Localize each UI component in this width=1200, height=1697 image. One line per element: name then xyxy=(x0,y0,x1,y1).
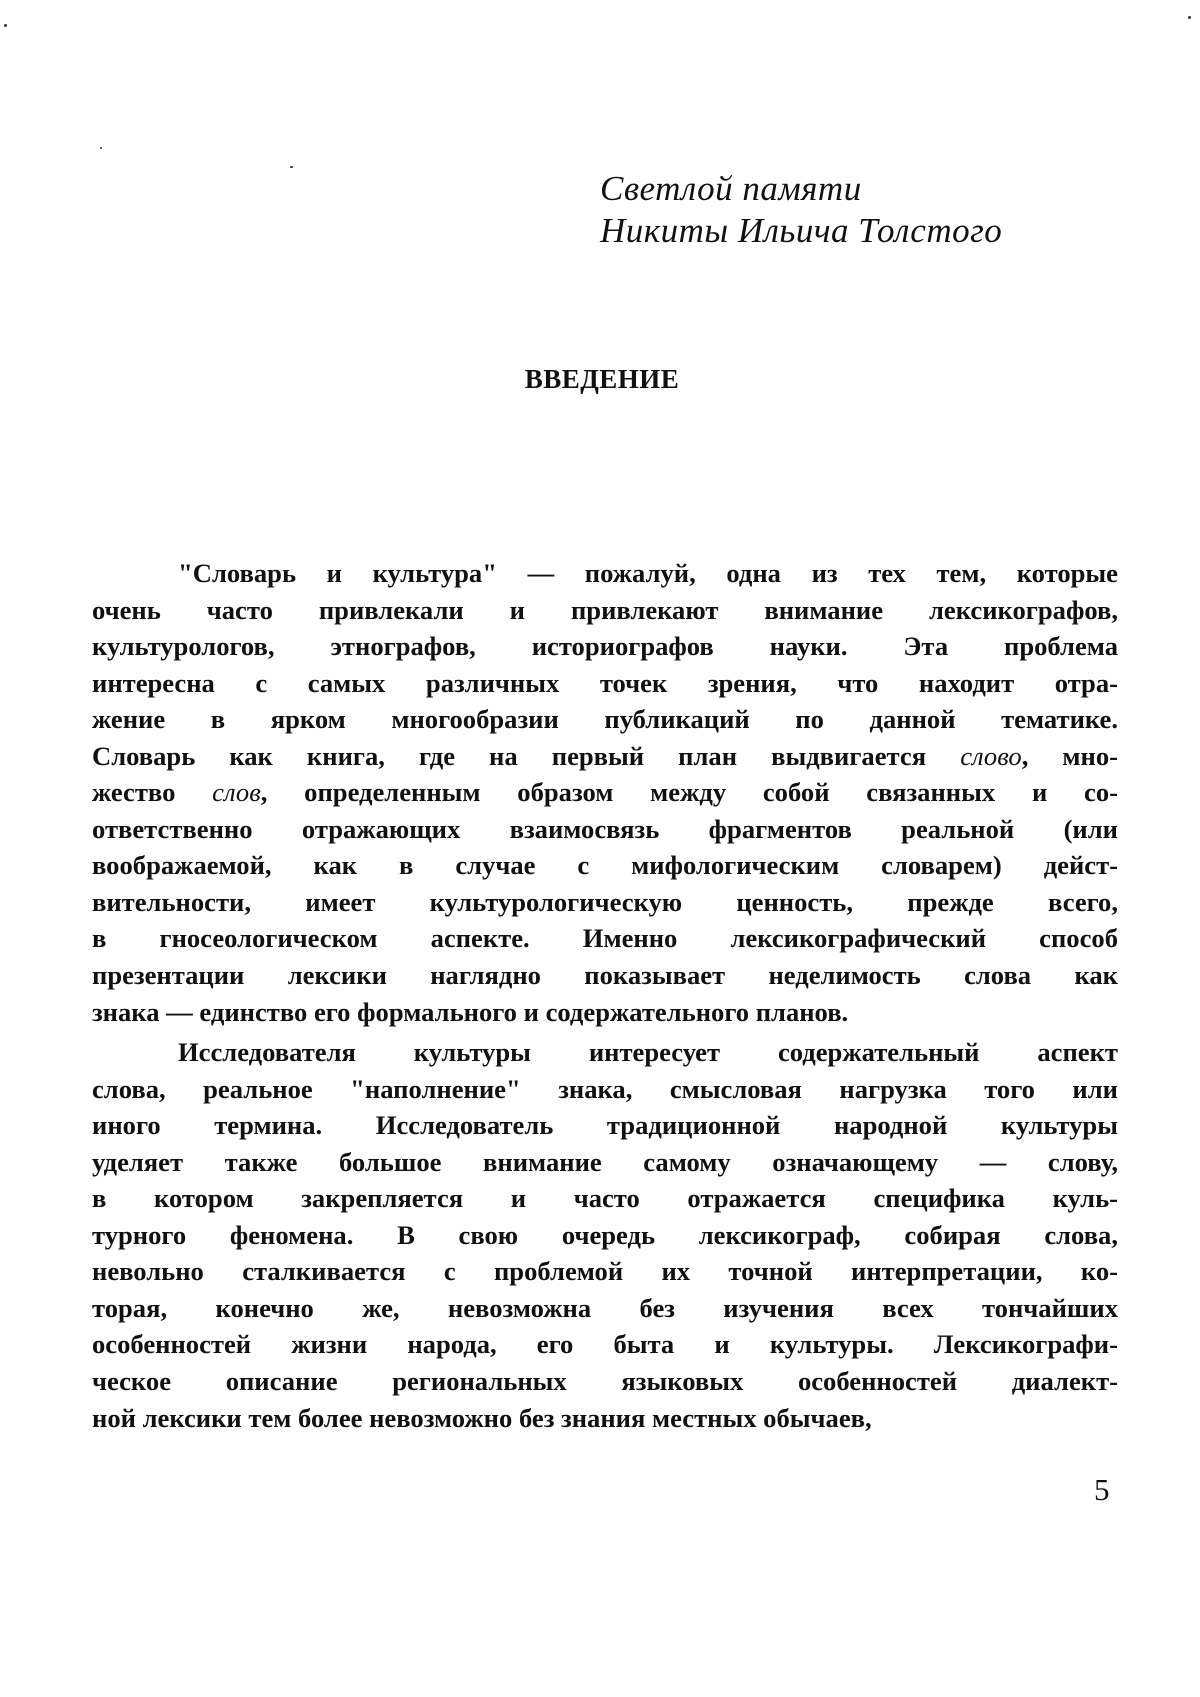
chapter-heading: ВВЕДЕНИЕ xyxy=(524,364,680,394)
text-line: воображаемой, как в случае с мифологическим словарем) дейст- xyxy=(92,850,1118,881)
text-line: очень часто привлекали и привлекают внимание лексикографов, xyxy=(92,594,1118,625)
text-line: жение в ярком многообразии публикаций по данной тематике. xyxy=(92,704,1118,735)
text-line: Исследователя культуры интересует содержательный аспект xyxy=(178,1037,1118,1068)
scan-speck xyxy=(4,24,7,27)
text-line: ческое описание региональных языковых особенностей диалект- xyxy=(92,1366,1118,1397)
scan-speck xyxy=(1188,16,1191,19)
text-line: в котором закрепляется и часто отражается специфика куль- xyxy=(92,1183,1118,1214)
paragraph xyxy=(92,555,1118,1030)
text-line: "Словарь и культура" — пожалуй, одна из тех тем, которые xyxy=(178,558,1118,588)
scan-speck xyxy=(290,166,293,168)
text-line: слова, реальное "наполнение" знака, смысловая нагрузка того или xyxy=(92,1073,1118,1104)
text-line: иного термина. Исследователь традиционной народной культуры xyxy=(92,1110,1118,1141)
dedication-line-2: Никиты Ильича Толстого xyxy=(600,211,1003,250)
text-line: жество слов, определенным образом между собой связанных и со- xyxy=(92,777,1118,808)
text-line: культурологов, этнографов, историографов науки. Эта проблема xyxy=(92,631,1118,662)
page-number: 5 xyxy=(1094,1472,1110,1507)
text-line: презентации лексики наглядно показывает неделимость слова как xyxy=(92,960,1118,991)
text-line: Словарь как книга, где на первый план выдвигается слово, мно- xyxy=(92,740,1119,771)
text-line: турного феномена. В свою очередь лексикограф, собирая слова, xyxy=(92,1219,1118,1250)
emphasized-word: слово xyxy=(960,740,1022,771)
emphasized-word: слов xyxy=(212,777,261,808)
dedication-line-1: Светлой памяти xyxy=(600,169,862,208)
text-line: ответственно отражающих взаимосвязь фрагментов реальной (или xyxy=(92,813,1118,844)
body-text xyxy=(92,555,1118,1436)
text-line: интересна с самых различных точек зрения, что находит отра- xyxy=(92,667,1118,698)
text-line: знака — единство его формального и содержательного планов. xyxy=(92,996,849,1027)
text-line: вительности, имеет культурологическую ценность, прежде всего, xyxy=(92,886,1118,917)
text-line: уделяет также большое внимание самому означающему — слову, xyxy=(92,1146,1118,1177)
dedication xyxy=(600,168,1140,252)
scan-speck xyxy=(100,147,102,149)
text-line: в гносеологическом аспекте. Именно лексикографический способ xyxy=(92,923,1118,954)
text-line: ной лексики тем более невозможно без знания местных обычаев, xyxy=(92,1402,872,1433)
text-line: торая, конечно же, невозможна без изучения всех тончайших xyxy=(92,1292,1118,1323)
text-line: невольно сталкивается с проблемой их точной интерпретации, ко- xyxy=(92,1256,1118,1287)
text-line: особенностей жизни народа, его быта и культуры. Лексикографи- xyxy=(92,1329,1118,1360)
paragraph xyxy=(92,1034,1118,1436)
